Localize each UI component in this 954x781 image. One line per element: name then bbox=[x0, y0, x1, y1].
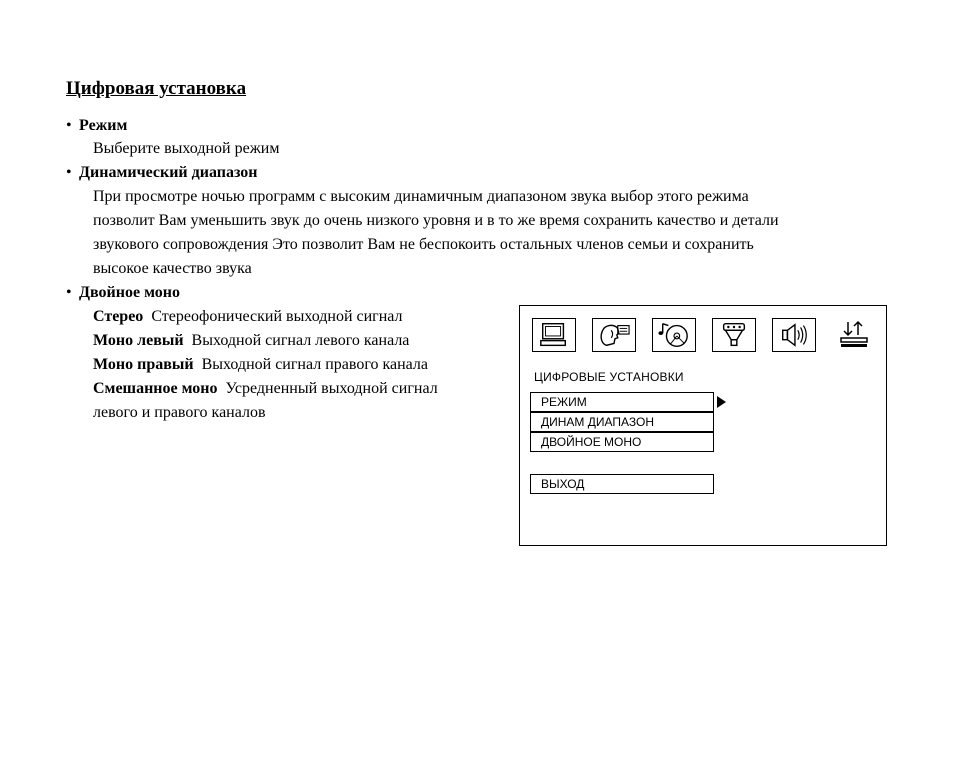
bullet-heading-text: Двойное моно bbox=[79, 284, 180, 301]
up-down-arrows-icon[interactable] bbox=[832, 318, 876, 352]
paragraph-line: При просмотре ночью программ с высоким динамичным диапазоном звука выбор этого режима bbox=[93, 188, 749, 205]
page-title: Цифровая установка bbox=[66, 78, 247, 99]
osd-screen bbox=[519, 305, 887, 546]
menu-item-exit[interactable]: ВЫХОД bbox=[530, 474, 714, 494]
definition-desc: Выходной сигнал левого канала bbox=[191, 332, 410, 349]
definition-term: Смешанное моно bbox=[93, 380, 218, 397]
bullet-text-mode: Выберите выходной режим bbox=[93, 140, 280, 157]
bullet-dot: • bbox=[66, 117, 72, 134]
menu-item-mode[interactable]: РЕЖИМ bbox=[530, 392, 714, 412]
definition-term: Моно правый bbox=[93, 356, 194, 373]
speaker-icon[interactable] bbox=[772, 318, 816, 352]
definition-continuation: левого и правого каналов bbox=[93, 404, 266, 421]
bullet-dot: • bbox=[66, 284, 72, 301]
definition-stereo bbox=[93, 307, 403, 327]
osd-menu-heading: ЦИФРОВЫЕ УСТАНОВКИ bbox=[534, 370, 684, 384]
bullet-heading-text: Режим bbox=[79, 117, 128, 134]
definition-desc: Стереофонический выходной сигнал bbox=[151, 308, 403, 325]
bullet-dot: • bbox=[66, 164, 72, 181]
menu-item-dual-mono[interactable]: ДВОЙНОЕ МОНО bbox=[530, 432, 714, 452]
definition-term: Стерео bbox=[93, 308, 144, 325]
paragraph-line: позволит Вам уменьшить звук до очень низкого уровня и в то же время сохранить качество и детали bbox=[93, 212, 779, 229]
paragraph-line: высокое качество звука bbox=[93, 260, 252, 277]
selection-arrow-icon bbox=[717, 396, 726, 408]
speaking-head-icon[interactable] bbox=[592, 318, 636, 352]
definition-mono-left bbox=[93, 331, 409, 351]
bullet-heading-dual-mono bbox=[66, 283, 180, 303]
projector-icon[interactable] bbox=[712, 318, 756, 352]
definition-desc: Выходной сигнал правого канала bbox=[201, 356, 429, 373]
definition-term: Моно левый bbox=[93, 332, 184, 349]
bullet-heading-text: Динамический диапазон bbox=[79, 164, 258, 181]
music-disc-icon[interactable] bbox=[652, 318, 696, 352]
definition-mono-right bbox=[93, 355, 428, 375]
paragraph-line: звукового сопровождения Это позволит Вам не беспокоить остальных членов семьи и сохранить bbox=[93, 236, 754, 253]
bullet-heading-dynamic-range bbox=[66, 163, 258, 183]
definition-mixed-mono bbox=[93, 379, 438, 399]
definition-desc: Усредненный выходной сигнал bbox=[225, 380, 438, 397]
bullet-heading-mode bbox=[66, 116, 127, 136]
menu-item-dynamic-range[interactable]: ДИНАМ ДИАПАЗОН bbox=[530, 412, 714, 432]
monitor-icon[interactable] bbox=[532, 318, 576, 352]
